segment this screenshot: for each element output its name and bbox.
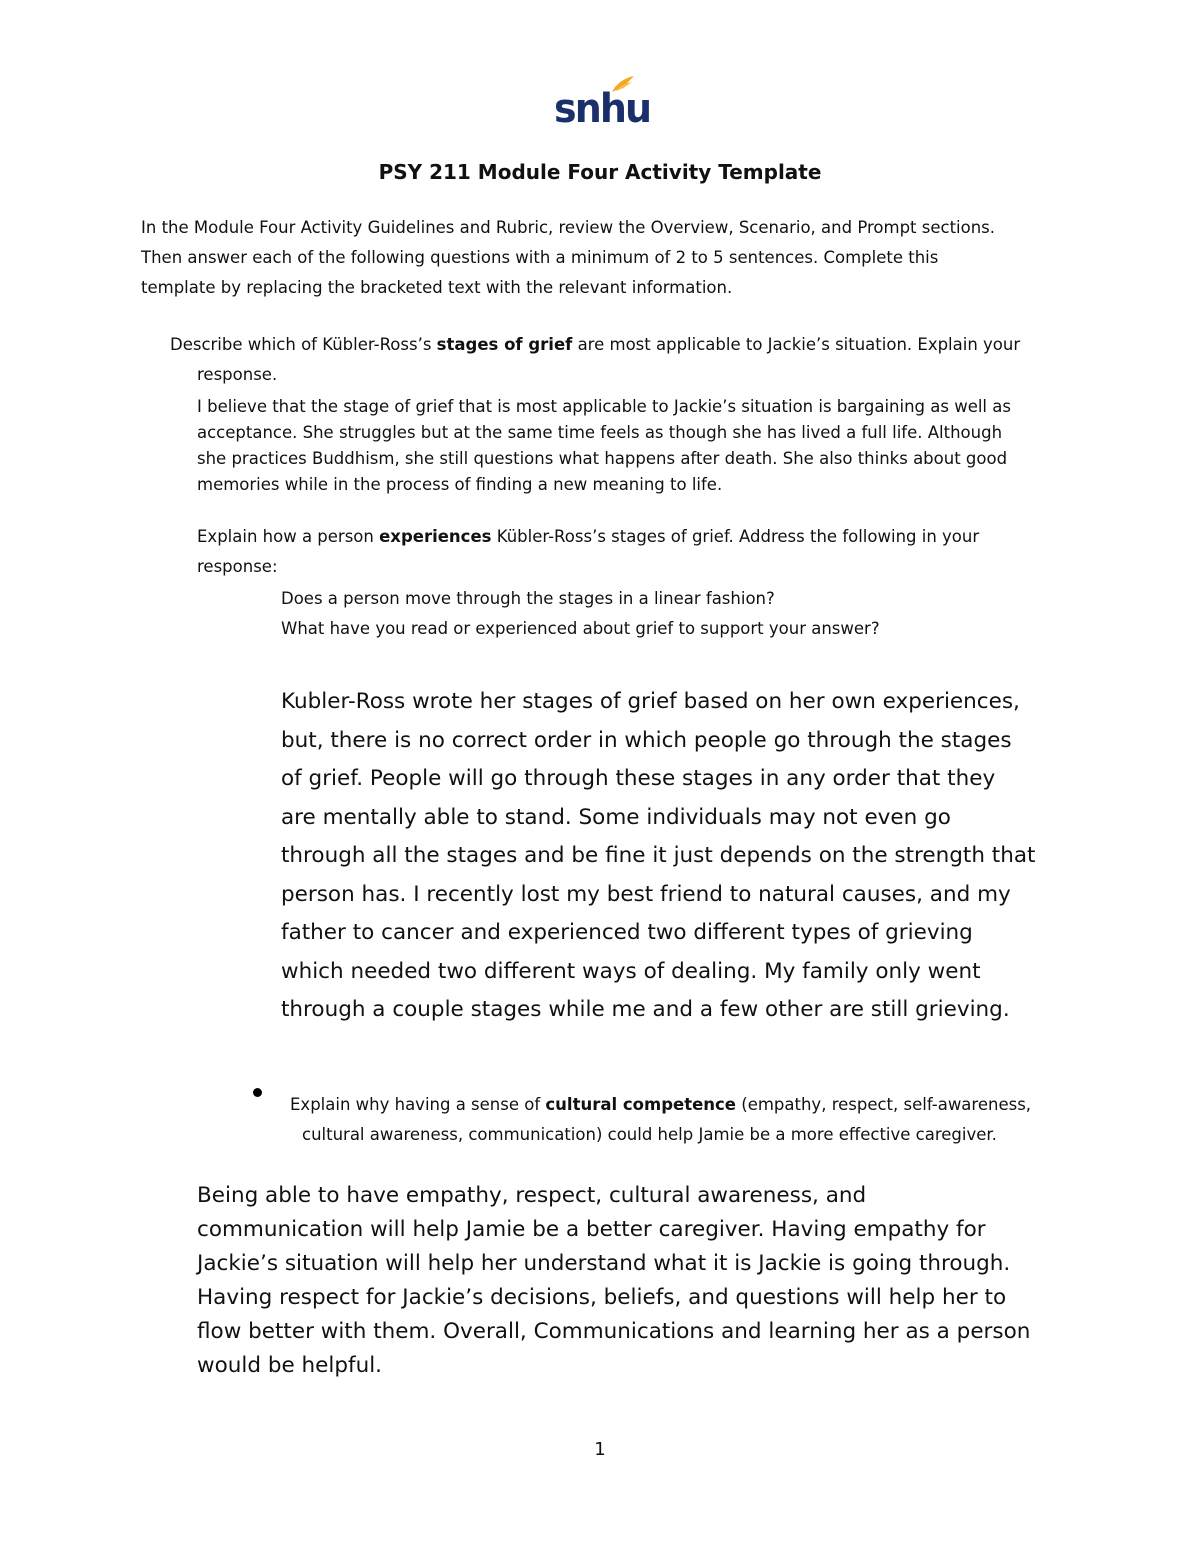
answer-line: she practices Buddhism, she still questions what happens after death. She also thinks about good [197, 449, 1008, 468]
intro-line: template by replacing the bracketed text with the relevant information. [141, 278, 733, 297]
bullet-icon [253, 1088, 265, 1100]
page-title: PSY 211 Module Four Activity Template [378, 160, 822, 184]
answer-1[interactable] [197, 394, 1062, 498]
answer-line: flow better with them. Overall, Communications and learning her as a person [197, 1319, 1031, 1344]
answer-2[interactable] [281, 683, 1071, 1030]
answer-line: Having respect for Jackie’s decisions, beliefs, and questions will help her to [197, 1285, 1007, 1310]
answer-line: acceptance. She struggles but at the same time feels as though she has lived a full life. Although [197, 423, 1003, 442]
answer-line: through a couple stages while me and a few other are still grieving. [281, 997, 1010, 1022]
intro-line: In the Module Four Activity Guidelines and Rubric, review the Overview, Scenario, and Prompt sections. [141, 218, 996, 237]
question-line: Explain why having a sense of cultural competence (empathy, respect, self-awareness, [290, 1095, 1032, 1114]
question-line: Describe which of Kübler-Ross’s stages of grief are most applicable to Jackie’s situation. Explain your [170, 335, 1021, 354]
subpoint: Does a person move through the stages in a linear fashion? [281, 589, 775, 608]
intro-paragraph [141, 213, 1061, 303]
answer-line: memories while in the process of finding a new meaning to life. [197, 475, 723, 494]
intro-line: Then answer each of the following questions with a minimum of 2 to 5 sentences. Complete this [141, 248, 939, 267]
answer-line: person has. I recently lost my best friend to natural causes, and my [281, 881, 1011, 907]
logo-wordmark: snhu [554, 86, 651, 132]
answer-line: father to cancer and experienced two different types of grieving [281, 920, 973, 945]
question-line: cultural awareness, communication) could help Jamie be a more effective caregiver. [302, 1125, 997, 1144]
question-line: Explain how a person experiences Kübler-Ross’s stages of grief. Address the following in your [197, 527, 980, 546]
answer-line: I believe that the stage of grief that is most applicable to Jackie’s situation is bargaining as well as [197, 397, 1011, 416]
subpoint: What have you read or experienced about grief to support your answer? [281, 619, 880, 638]
question-2-subpoints [281, 584, 1041, 644]
question-line: response: [197, 557, 278, 576]
answer-line: communication will help Jamie be a better caregiver. Having empathy for [197, 1217, 986, 1242]
answer-line: through all the stages and be fine it just depends on the strength that [281, 843, 1036, 868]
question-2 [197, 522, 1057, 582]
answer-line: Kubler-Ross wrote her stages of grief based on her own experiences, [281, 689, 1020, 714]
answer-line: would be helpful. [197, 1353, 383, 1378]
emphasis-text: stages of grief [436, 335, 573, 354]
emphasis-text: cultural competence [545, 1095, 737, 1114]
question-line: response. [197, 365, 278, 384]
answer-line: which needed two different ways of dealing. My family only went [281, 958, 981, 984]
question-3 [290, 1090, 1070, 1150]
answer-line: Jackie’s situation will help her understand what it is Jackie is going through. [197, 1251, 1011, 1276]
answer-line: Being able to have empathy, respect, cultural awareness, and [197, 1183, 867, 1208]
snhu-logo [554, 74, 651, 134]
emphasis-text: experiences [379, 527, 492, 546]
answer-3[interactable] [197, 1179, 1077, 1383]
question-1 [170, 330, 1060, 390]
page-number: 1 [594, 1439, 606, 1460]
answer-line: but, there is no correct order in which people go through the stages [281, 727, 1012, 753]
answer-line: of grief. People will go through these stages in any order that they [281, 766, 996, 791]
answer-line: are mentally able to stand. Some individuals may not even go [281, 804, 951, 830]
